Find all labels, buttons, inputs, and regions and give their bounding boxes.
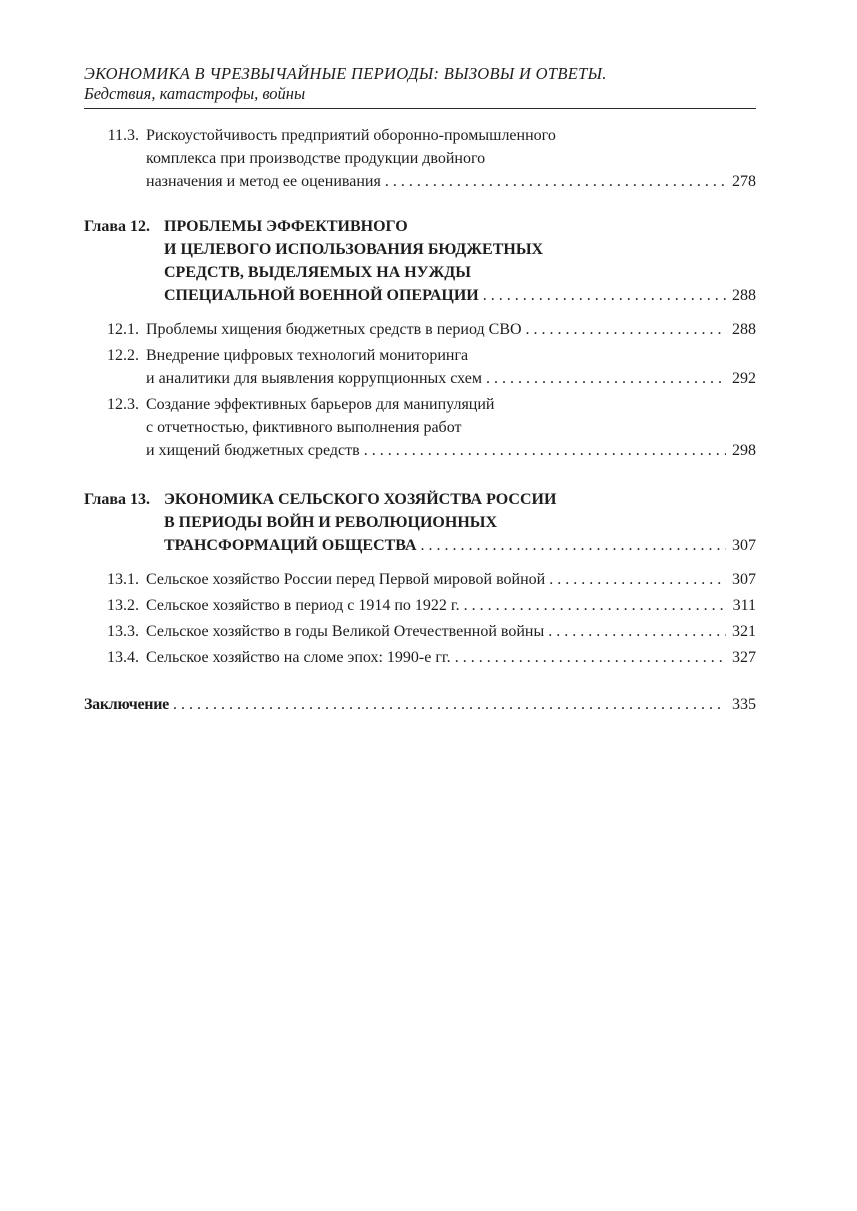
page-number: 292 (732, 370, 756, 387)
section-number: 12.1. (107, 321, 139, 338)
table-of-contents (84, 124, 756, 716)
conclusion-label: Заключение (84, 696, 169, 713)
section-number: 13.2. (107, 597, 139, 614)
section-number: 12.2. (107, 347, 139, 364)
page-number: 288 (732, 287, 756, 304)
page-number: 298 (732, 442, 756, 459)
entry-title-line: Сельское хозяйство на сломе эпох: 1990-е гг. (146, 649, 451, 666)
dot-leader (483, 284, 726, 307)
header-divider (84, 108, 756, 109)
chapter-title-line: СРЕДСТВ, ВЫДЕЛЯЕМЫХ НА НУЖДЫ (164, 264, 471, 281)
dot-leader (464, 594, 726, 617)
section-number: 11.3. (107, 127, 139, 144)
chapter-title-line: СПЕЦИАЛЬНОЙ ВОЕННОЙ ОПЕРАЦИИ (164, 287, 479, 304)
page-number: 307 (732, 537, 756, 554)
dot-leader (548, 620, 726, 643)
toc-conclusion[interactable] (84, 693, 756, 716)
page-number: 311 (732, 597, 756, 614)
toc-entry-12-2[interactable] (84, 344, 756, 390)
page-number: 327 (732, 649, 756, 666)
dot-leader (455, 646, 726, 669)
dot-leader (364, 439, 726, 462)
chapter-title-line: ЭКОНОМИКА СЕЛЬСКОГО ХОЗЯЙСТВА РОССИИ (164, 491, 557, 508)
dot-leader (385, 170, 726, 193)
page-number: 321 (732, 623, 756, 640)
toc-entry-13-3[interactable] (84, 620, 756, 643)
chapter-title-line: В ПЕРИОДЫ ВОЙН И РЕВОЛЮЦИОННЫХ (164, 514, 498, 531)
section-number: 12.3. (107, 396, 139, 413)
chapter-label: Глава 13. (84, 491, 150, 508)
chapter-title-line: ПРОБЛЕМЫ ЭФФЕКТИВНОГО (164, 218, 408, 235)
running-header (84, 64, 756, 104)
entry-title-line: Рискоустойчивость предприятий оборонно-промышленного (146, 127, 556, 144)
section-number: 13.3. (107, 623, 139, 640)
dot-leader (173, 693, 726, 716)
entry-title-line: Внедрение цифровых технологий мониторинга (146, 347, 469, 364)
header-subtitle: Бедствия, катастрофы, войны (84, 84, 306, 103)
entry-title-line: Создание эффективных барьеров для манипуляций (146, 396, 495, 413)
entry-title-line: Сельское хозяйство в годы Великой Отечественной войны (146, 623, 545, 640)
chapter-label: Глава 12. (84, 218, 150, 235)
page-number: 278 (732, 173, 756, 190)
entry-title-line: и аналитики для выявления коррупционных схем (146, 370, 482, 387)
dot-leader (421, 534, 726, 557)
toc-chapter-13[interactable] (84, 488, 756, 557)
toc-entry-13-4[interactable] (84, 646, 756, 669)
dot-leader (549, 568, 726, 591)
page-number: 307 (732, 571, 756, 588)
header-title: ЭКОНОМИКА В ЧРЕЗВЫЧАЙНЫЕ ПЕРИОДЫ: ВЫЗОВЫ И ОТВЕТЫ. (84, 64, 607, 83)
entry-title-line: Проблемы хищения бюджетных средств в период СВО (146, 321, 522, 338)
dot-leader (486, 367, 726, 390)
section-number: 13.1. (107, 571, 139, 588)
dot-leader (526, 318, 726, 341)
entry-title-line: комплекса при производстве продукции двойного (146, 150, 486, 167)
entry-title-line: Сельское хозяйство России перед Первой мировой войной (146, 571, 546, 588)
entry-title-line: и хищений бюджетных средств (146, 442, 360, 459)
page-number: 288 (732, 321, 756, 338)
toc-entry-13-2[interactable] (84, 594, 756, 617)
toc-entry-12-1[interactable] (84, 318, 756, 341)
toc-entry-13-1[interactable] (84, 568, 756, 591)
entry-title-line: с отчетностью, фиктивного выполнения работ (146, 419, 462, 436)
entry-title-line: Сельское хозяйство в период с 1914 по 1922 г. (146, 597, 460, 614)
entry-title-line: назначения и метод ее оценивания (146, 173, 381, 190)
toc-entry-12-3[interactable] (84, 393, 756, 462)
chapter-title-line: ТРАНСФОРМАЦИЙ ОБЩЕСТВА (164, 537, 417, 554)
toc-entry-11-3[interactable] (84, 124, 756, 193)
section-number: 13.4. (107, 649, 139, 666)
page-number: 335 (732, 696, 756, 713)
chapter-title-line: И ЦЕЛЕВОГО ИСПОЛЬЗОВАНИЯ БЮДЖЕТНЫХ (164, 241, 544, 258)
toc-chapter-12[interactable] (84, 215, 756, 307)
